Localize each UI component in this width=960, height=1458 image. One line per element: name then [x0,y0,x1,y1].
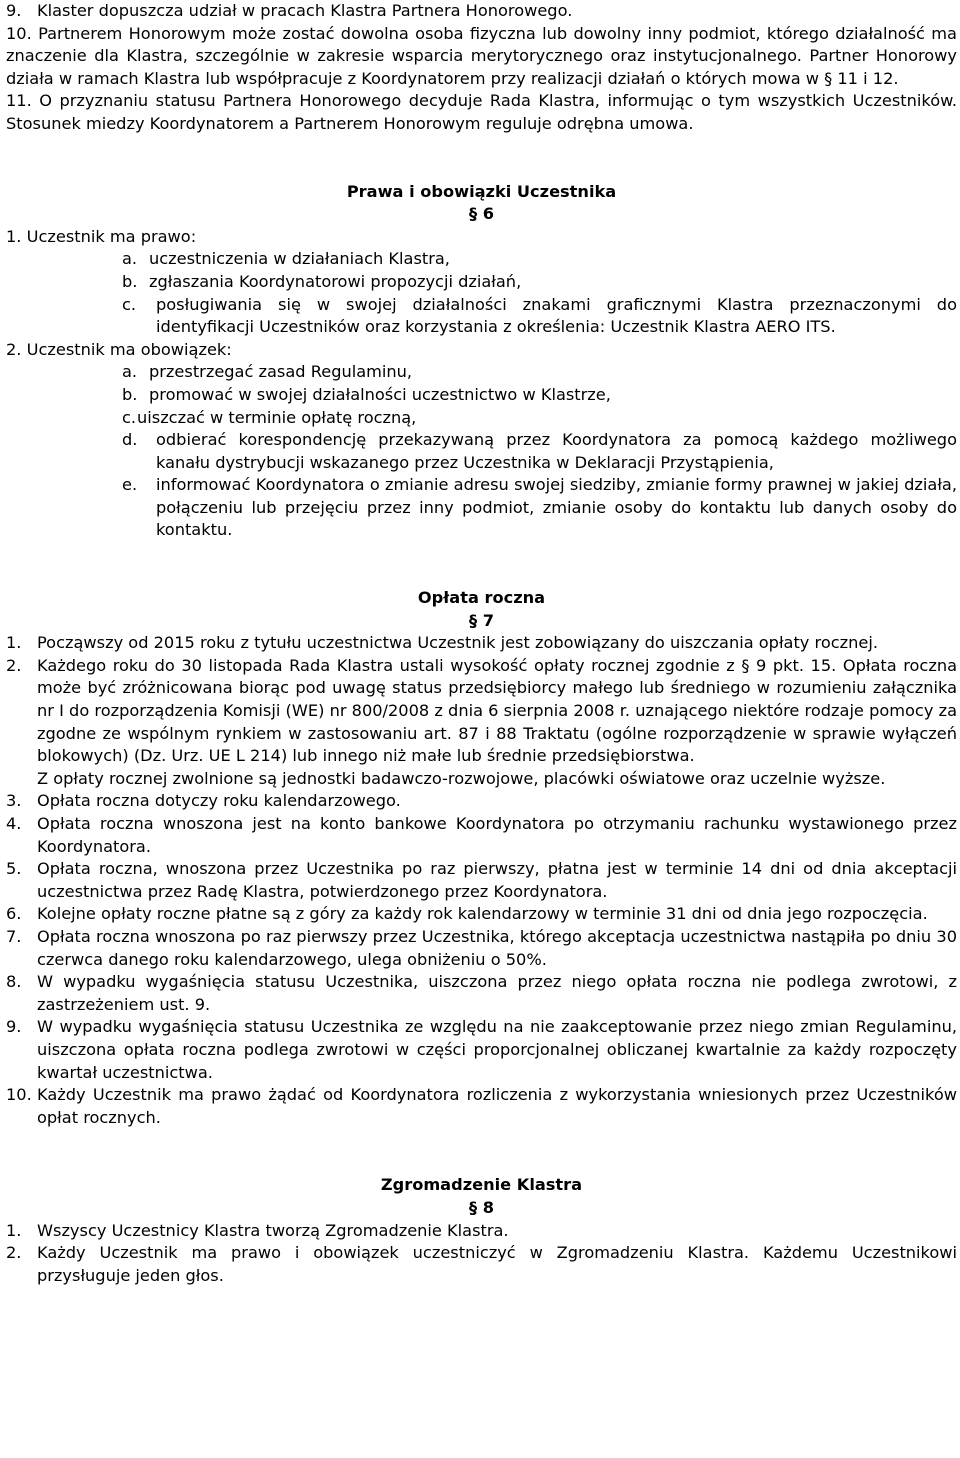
item-text: Począwszy od 2015 roku z tytułu uczestnictwa Uczestnik jest zobowiązany do uiszczania opłaty rocznej. [37,633,878,653]
item-text: Kolejne opłaty roczne płatne są z góry za każdy rok kalendarzowy w terminie 31 dni od dnia jego rozpoczęcia. [37,904,928,924]
item-text: Opłata roczna wnoszona po raz pierwszy przez Uczestnika, którego akceptacja uczestnictwa nastąpiła po dniu 30 czerwca danego roku kalendarzowego, ulega obniżeniu o 50%. [37,926,957,969]
item-number: 6. [6,904,22,924]
list-item [6,903,957,926]
sub-item-text: zgłaszania Koordynatorowi propozycji działań, [149,271,522,291]
sub-item [6,271,957,294]
list-item [6,813,957,858]
sub-item-letter: b. [122,384,138,404]
list-item [6,1084,957,1129]
item-number: 9. [6,1,22,20]
sub-item [6,474,957,542]
item-text: Uczestnik ma prawo: [26,226,197,246]
sub-item-letter: b. [122,271,138,291]
item-number: 5. [6,859,22,879]
item-text: Każdy Uczestnik ma prawo żądać od Koordynatora rozliczenia z wykorzystania wniesionych przez Uczestników opłat rocznych. [37,1085,957,1127]
item-number: 3. [6,791,22,811]
item-text: Uczestnik ma obowiązek: [26,339,232,359]
section-paragraph-number: § 7 [469,610,494,630]
sub-item-text: uiszczać w terminie opłatę roczną, [137,407,417,427]
item-text: Każdego roku do 30 listopada Rada Klastra ustali wysokość opłaty rocznej zgodnie z § 9 pkt. 15. Opłata roczna może być zróżnicowana biorąc pod uwagę status przedsiębiorcy małego lub średniego w rozumieniu załącznika nr I do rozporządzenia Komisji (WE) nr 800/2008 z dnia 6 sierpnia 2008 r. uznającego niektóre rodzaje pomocy za zgodne ze wspólnym rynkiem w zastosowaniu art. 87 i 88 Traktatu (ogólne rozporządzenie w sprawie wyłączeń blokowych) (Dz. Urz. UE L 214) lub innego niż małe lub średnie przedsiębiorstwa. [37,655,957,766]
item-text: Opłata roczna dotyczy roku kalendarzowego. [37,791,401,811]
item-text: Każdy Uczestnik ma prawo i obowiązek uczestniczyć w Zgromadzeniu Klastra. Każdemu Uczestnikowi przysługuje jeden głos. [37,1243,957,1285]
item-number: 1. [6,633,22,653]
item-text: Partnerem Honorowym może zostać dowolna osoba fizyczna lub dowolny inny podmiot, którego działalność ma znaczenie dla Klastra, szczególnie w zakresie wsparcia merytorycznego oraz instytucjonalnego. Partner Honorowy działa w ramach Klastra lub współpracuje z Koordynatorem przy realizacji działań o których mowa w § 11 i 12. [6,23,957,88]
list-item [6,90,957,135]
list-item [6,790,957,813]
item-number: 10. [6,1085,32,1105]
item-text: W wypadku wygaśnięcia statusu Uczestnika, uiszczona przez niego opłata roczna nie podlega zwrotowi, z zastrzeżeniem ust. 9. [37,972,957,1014]
item-number: 2. [6,655,22,675]
item-text: Opłata roczna, wnoszona przez Uczestnika po raz pierwszy, płatna jest w terminie 14 dni od dnia akceptacji uczestnictwa przez Radę Klastra, potwierdzonego przez Koordynatora. [37,859,957,901]
list-item [6,858,957,903]
item-number: 10. [6,23,32,43]
item-text: W wypadku wygaśnięcia statusu Uczestnika ze względu na nie zaakceptowanie przez niego zmian Regulaminu, uiszczona opłata roczna podlega zwrotowi w części proporcjonalnej obliczanej kwartalnie za każdy rozpoczęty kwartał uczestnictwa. [37,1017,957,1082]
item-number: 9. [6,1017,22,1037]
item-number: 7. [6,926,22,946]
sub-item-text: posługiwania się w swojej działalności znakami graficznymi Klastra przeznaczonymi do identyfikacji Uczestników oraz korzystania z określenia: Uczestnik Klastra AERO ITS. [156,294,957,337]
list-item [6,1242,957,1287]
sub-item-letter: a. [122,362,138,382]
list-item [6,926,957,971]
list-item [6,655,957,768]
list-item [6,971,957,1016]
item-number: 1. [6,226,22,246]
list-item [6,1220,957,1243]
spacer [6,542,957,587]
spacer [6,1129,957,1174]
item-number: 4. [6,814,22,833]
list-item [6,226,957,249]
section-title: Zgromadzenie Klastra [380,1175,583,1195]
sub-item-letter: c. [122,407,137,427]
item-number: 8. [6,972,22,992]
sub-item [6,248,957,271]
item-text: Wszyscy Uczestnicy Klastra tworzą Zgromadzenie Klastra. [37,1220,509,1240]
sub-item-text: informować Koordynatora o zmianie adresu swojej siedziby, zmianie formy prawnej w jakiej działa, połączeniu lub przejęciu przez inny podmiot, zmianie osoby do kontaktu lub danych osoby do kontaktu. [156,475,957,540]
item-text: Klaster dopuszcza udział w pracach Klastra Partnera Honorowego. [37,1,573,20]
section-paragraph-number: § 6 [469,204,494,224]
sub-item-text: przestrzegać zasad Regulaminu, [149,362,413,382]
sub-item-text: promować w swojej działalności uczestnictwo w Klastrze, [149,384,611,404]
section-paragraph-number: § 8 [469,1197,494,1217]
section-title: Prawa i obowiązki Uczestnika [346,181,617,201]
sub-item [6,384,957,407]
sub-item-letter: a. [122,249,138,269]
sub-item-letter: c. [122,294,137,314]
sub-item [6,361,957,384]
list-item [6,0,957,23]
item-number: 1. [6,1220,22,1240]
sub-item [6,429,957,474]
sub-item-text: uczestniczenia w działaniach Klastra, [149,249,450,269]
list-item [6,1016,957,1084]
sub-item [6,407,957,430]
list-item [6,632,957,655]
item-note: Z opłaty rocznej zwolnione są jednostki badawczo-rozwojowe, placówki oświatowe oraz uczelnie wyższe. [37,768,886,788]
sub-item-letter: e. [122,475,138,495]
spacer [6,136,957,181]
sub-item-letter: d. [122,430,138,450]
list-item [6,339,957,362]
list-item [6,23,957,91]
item-text: O przyznaniu statusu Partnera Honorowego decyduje Rada Klastra, informując o tym wszystkich Uczestników. Stosunek miedzy Koordynatorem a Partnerem Honorowym reguluje odrębna umowa. [6,91,957,133]
section-title: Opłata roczna [417,588,546,608]
sub-item-text: odbierać korespondencję przekazywaną przez Koordynatora za pomocą każdego możliwego kanału dystrybucji wskazanego przez Uczestnika w Deklaracji Przystąpienia, [156,430,957,472]
item-number: 2. [6,1243,22,1263]
sub-item [6,294,957,339]
item-text: Opłata roczna wnoszona jest na konto bankowe Koordynatora po otrzymaniu rachunku wystawionego przez Koordynatora. [37,814,957,856]
item-number: 11. [6,91,32,111]
item-number: 2. [6,339,22,359]
